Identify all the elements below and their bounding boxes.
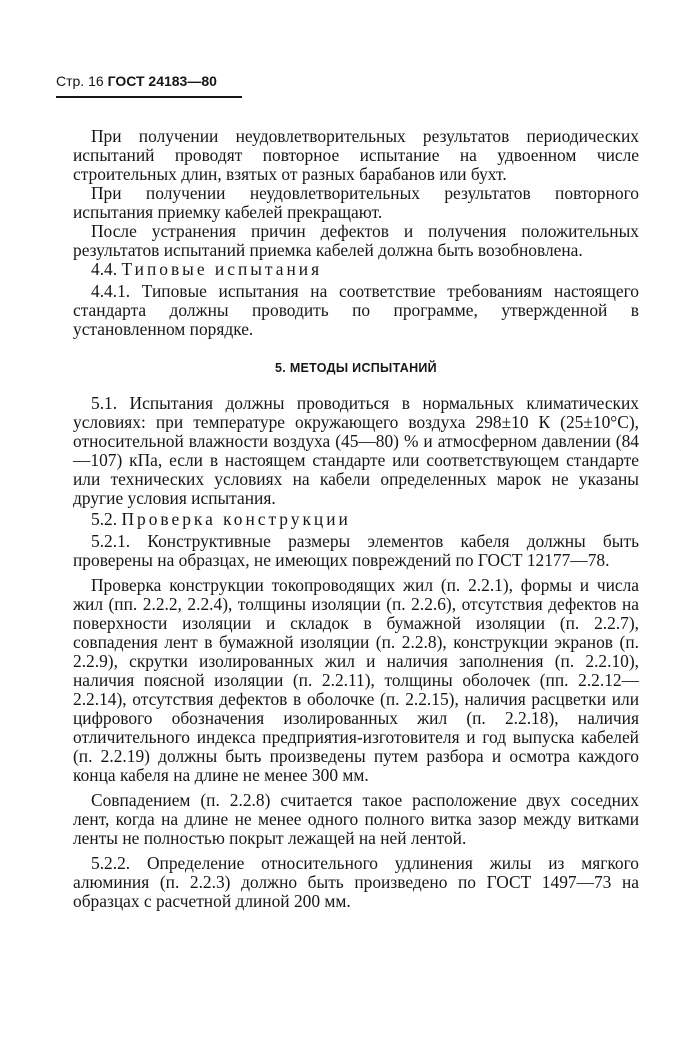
paragraph-tape-coincidence: Совпадением (п. 2.2.8) считается такое расположение двух соседних лент, когда на длине не менее одного полного витка зазор между витками ленты не полностью покрыт лежащей на ней лентой. [73,790,639,848]
paragraph-construction-check: Проверка конструкции токопроводящих жил (п. 2.2.1), формы и числа жил (пп. 2.2.2, 2.2.4), толщины изоляции (п. 2.2.6), отсутствия дефектов на поверхности изоляции и складок в бумажной изоляции (п. 2.2.7), совпадения лент в бумажной изоляции (п. 2.2.8), конструкции экранов (п. 2.2.9), скрутки изолированных жил и наличия заполнения (п. 2.2.10), наличия поясной изоляции (п. 2.2.11), толщины оболочек (пп. 2.2.12—2.2.14), отсутствия дефектов в оболочке (п. 2.2.15), наличия расцветки или цифрового обозначения изолированных жил (п. 2.2.18), наличия отличительного индекса предприятия-изготовителя и год выпуска кабелей (п. 2.2.19) должны быть произведены путем разбора и осмотра каждого конца кабеля на длине не менее 300 мм. [73,575,639,785]
document-number: ГОСТ 24183—80 [107,73,217,89]
paragraph-4-4-1: 4.4.1. Типовые испытания на соответствие требованиям настоящего стандарта должны проводить по программе, утвержденной в установленном порядке. [73,281,639,339]
paragraph-5-1: 5.1. Испытания должны проводиться в нормальных климатических условиях: при температуре окружающего воздуха 298±10 К (25±10°С), относительной влажности воздуха (45—80) % и атмосферном давлении (84—107) кПа, если в настоящем стандарте или соответствующем стандарте или технических условиях на кабели определенных марок не указаны другие условия испытания. [73,393,639,508]
paragraph-5-2-2: 5.2.2. Определение относительного удлинения жилы из мягкого алюминия (п. 2.2.3) должно быть произведено по ГОСТ 1497—73 на образцах с расчетной длиной 200 мм. [73,853,639,911]
subsection-5-2-title: Проверка конструкции [121,509,351,529]
subsection-4-4-number: 4.4. [91,259,118,279]
header-rule [56,96,242,98]
section-5-title: 5. МЕТОДЫ ИСПЫТАНИЙ [275,361,437,375]
page-number: Стр. 16 [56,73,104,89]
paragraph-5-2-1: 5.2.1. Конструктивные размеры элементов кабеля должны быть проверены на образцах, не имеющих повреждений по ГОСТ 12177—78. [73,531,639,570]
subsection-5-2-heading [73,510,639,529]
subsection-4-4-title: Типовые испытания [121,259,323,279]
page-header [56,72,217,90]
subsection-4-4-heading [73,260,639,279]
paragraph-retest: При получении неудовлетворительных результатов периодических испытаний проводят повторное испытание на удвоенном числе строительных длин, взятых от разных барабанов или бухт. [73,126,639,184]
paragraph-resume-acceptance: После устранения причин дефектов и получения положительных результатов испытаний приемка кабелей должна быть возобновлена. [73,221,639,260]
paragraph-stop-acceptance: При получении неудовлетворительных результатов повторного испытания приемку кабелей прекращают. [73,183,639,222]
subsection-5-2-number: 5.2. [91,509,118,529]
page-body [73,127,639,911]
